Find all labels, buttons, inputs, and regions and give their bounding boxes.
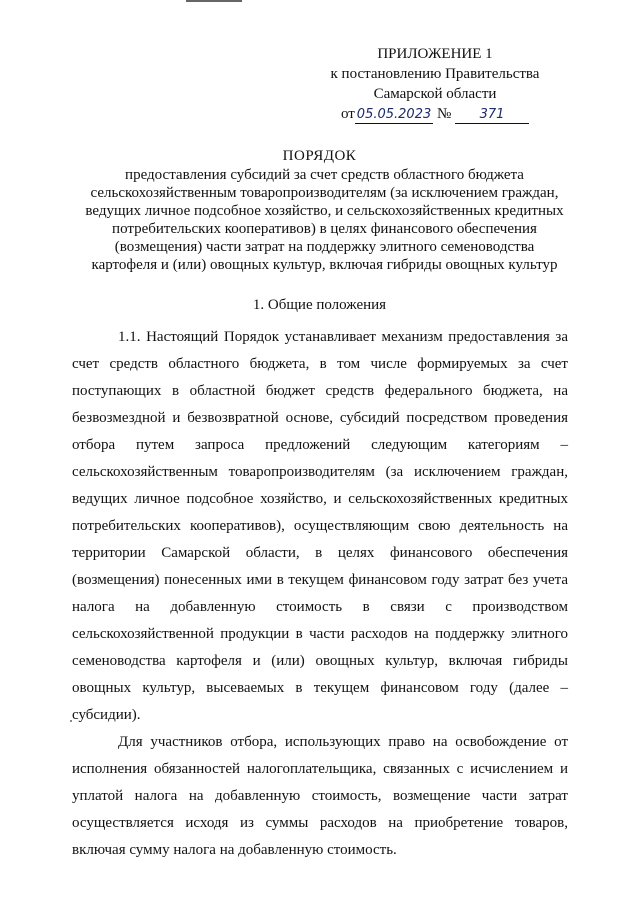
annex-block bbox=[325, 44, 545, 124]
scan-dot bbox=[70, 720, 72, 722]
scan-edge-mark bbox=[186, 0, 242, 2]
subtitle-line: картофеля и (или) овощных культур, включая гибриды овощных культур bbox=[91, 257, 558, 273]
document-body bbox=[72, 324, 568, 864]
subtitle-line: предоставления субсидий за счет средств областного бюджета bbox=[125, 167, 524, 183]
subtitle-line: сельскохозяйственным товаропроизводителям (за исключением граждан, bbox=[90, 185, 559, 201]
handwritten-number: 371 bbox=[455, 107, 529, 124]
annex-line-2: Самарской области bbox=[373, 86, 497, 102]
section-heading: 1. Общие положения bbox=[252, 297, 387, 313]
annex-label: ПРИЛОЖЕНИЕ 1 bbox=[377, 46, 493, 62]
subtitle-line: потребительских кооперативов) в целях финансового обеспечения bbox=[112, 221, 537, 237]
annex-date-line bbox=[325, 104, 545, 124]
document-title: ПОРЯДОК bbox=[282, 148, 357, 164]
paragraph-vat-note: Для участников отбора, использующих право на освобождение от исполнения обязанностей налогоплательщика, связанных с исчислением и уплатой налога на добавленную стоимость, возмещение части затрат осуществляется исходя из суммы расходов на приобретение товаров, включая сумму налога на добавленную стоимость. bbox=[72, 734, 568, 858]
paragraph-1-1: 1.1. Настоящий Порядок устанавливает механизм предоставления за счет средств областного бюджета, в том числе формируемых за счет поступающих в областной бюджет средств федерального бюджета, на безвозмездной и безвозвратной основе, субсидий посредством проведения отбора путем запроса предложений следующим категориям – сельскохозяйственным товаропроизводителям (за исключением граждан, ведущих личное подсобное хозяйство, и сельскохозяйственных кредитных потребительских кооперативов), осуществляющим свою деятельность на территории Самарской области, в целях финансового обеспечения (возмещения) понесенных ими в текущем финансовом году затрат без учета налога на добавленную стоимость в связи с производством сельскохозяйственной продукции в части расходов на поддержку элитного семеноводства картофеля и (или) овощных культур, включая гибриды овощных культур, высеваемых в текущем финансовом году (далее – субсидии). bbox=[72, 329, 568, 723]
subtitle-line: (возмещения) части затрат на поддержку элитного семеноводства bbox=[114, 239, 535, 255]
handwritten-date: 05.05.2023 bbox=[356, 107, 432, 122]
number-prefix: № bbox=[436, 106, 452, 122]
annex-line-1: к постановлению Правительства bbox=[330, 66, 540, 82]
from-prefix: от bbox=[340, 106, 355, 122]
document-subtitle bbox=[70, 166, 579, 274]
subtitle-line: ведущих личное подсобное хозяйство, и сельскохозяйственных кредитных bbox=[85, 203, 564, 219]
